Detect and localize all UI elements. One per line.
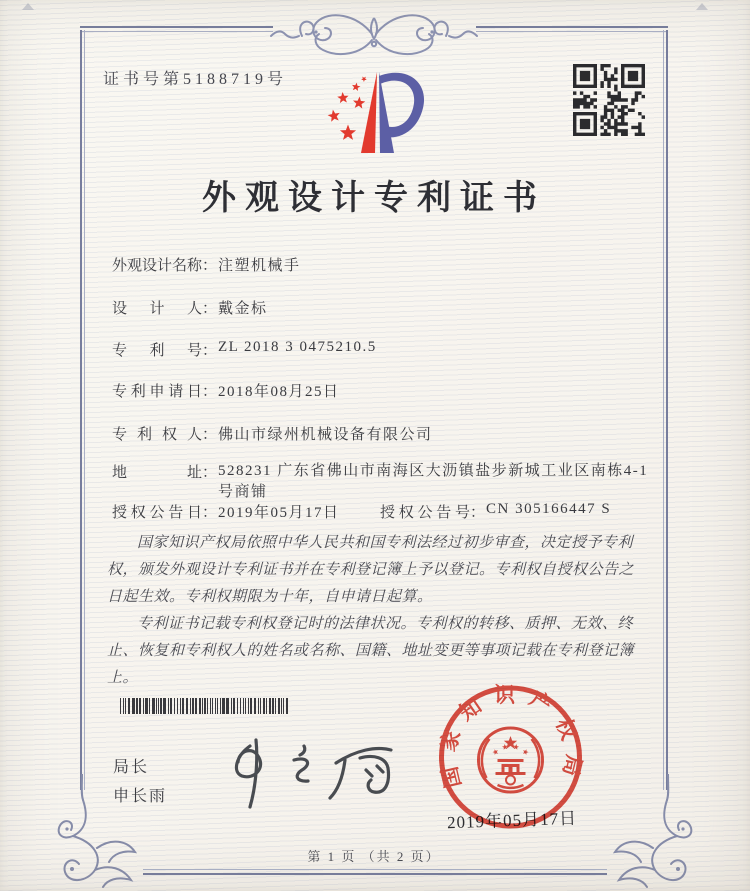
frame-left-line — [80, 30, 85, 790]
field-value: ZL 2018 3 0475210.5 — [218, 339, 377, 355]
frame-top-left-segment — [80, 26, 273, 32]
logo-stars — [328, 77, 367, 140]
field-row-designer: 设计人：戴金标 — [112, 297, 268, 318]
field-row-patentee: 专利权人：佛山市绿州机械设备有限公司 — [112, 423, 433, 444]
field-row-patent-number: 专利号：ZL 2018 3 0475210.5 — [112, 339, 377, 359]
field-row-grant: 授权公告日：2019年05月17日 授权公告号：CN 305166447 S — [112, 501, 612, 521]
official-seal — [423, 672, 598, 847]
field-label: 专利申请日 — [112, 384, 202, 400]
seal-date: 2019年05月17日 — [446, 808, 578, 833]
legal-paragraph: 专利证书记载专利权登记时的法律状况。专利权的转移、质押、无效、终止、恢复和专利权人的姓名或名称、国籍、地址变更等事项记载在专利登记簿上。 — [107, 616, 635, 686]
frame-right-line — [663, 30, 668, 790]
field-label: 外观设计名称 — [112, 258, 203, 274]
seal-national-emblem — [479, 728, 543, 792]
field-row-address: 地址：528231 广东省佛山市南海区大沥镇盐步新城工业区南栋4-1号商铺 — [112, 461, 656, 503]
frame-top-right-segment — [476, 26, 668, 32]
certificate-number: 证书号第5188719号 — [103, 71, 288, 88]
page-title: 外观设计专利证书 — [202, 180, 546, 217]
field-label: 专利权人 — [112, 427, 202, 443]
signature-handwriting — [208, 730, 398, 810]
signer-name: 申长雨 — [113, 788, 168, 805]
cnipa-logo — [316, 56, 436, 156]
field-label: 专利号 — [112, 343, 202, 359]
field-value: 528231 广东省佛山市南海区大沥镇盐步新城工业区南栋4-1号商铺 — [218, 463, 649, 500]
legal-text-block — [107, 530, 649, 692]
field-value: CN 305166447 S — [486, 501, 612, 517]
signer-title: 局长 — [113, 759, 150, 776]
qr-code — [573, 64, 645, 136]
field-label: 设计人 — [112, 301, 202, 317]
seal-ring-text: 国家知识产权局 — [434, 683, 587, 791]
frame-bottom-line — [143, 869, 607, 875]
field-value: 戴金标 — [218, 301, 268, 317]
page-number: 第 1 页 （共 2 页） — [307, 849, 441, 864]
field-label: 授权公告日 — [112, 505, 202, 521]
barcode — [120, 698, 292, 715]
legal-paragraph: 国家知识产权局依照中华人民共和国专利法经过初步审查，决定授予专利权，颁发外观设计专利证书并在专利登记簿上予以登记。专利权自授权公告之日起生效。专利权期限为十年，自申请日起算。 — [107, 535, 635, 605]
signer-block — [113, 753, 167, 811]
field-row-filing-date: 专利申请日：2018年08月25日 — [112, 380, 340, 401]
field-label: 授权公告号 — [380, 505, 470, 521]
field-value: 2019年05月17日 — [218, 505, 340, 521]
logo-p-mark — [361, 72, 424, 153]
bottom-right-flourish-ornament — [600, 774, 695, 891]
field-label: 地址 — [112, 465, 202, 481]
paper-edge-speck — [22, 3, 34, 10]
field-value: 2018年08月25日 — [218, 384, 340, 400]
field-value: 注塑机械手 — [218, 258, 301, 274]
field-value: 佛山市绿州机械设备有限公司 — [218, 427, 433, 443]
grant-number-group: 授权公告号：CN 305166447 S — [380, 501, 612, 521]
field-row-design-name: 外观设计名称：注塑机械手 — [112, 254, 301, 275]
paper-edge-speck — [696, 3, 708, 10]
